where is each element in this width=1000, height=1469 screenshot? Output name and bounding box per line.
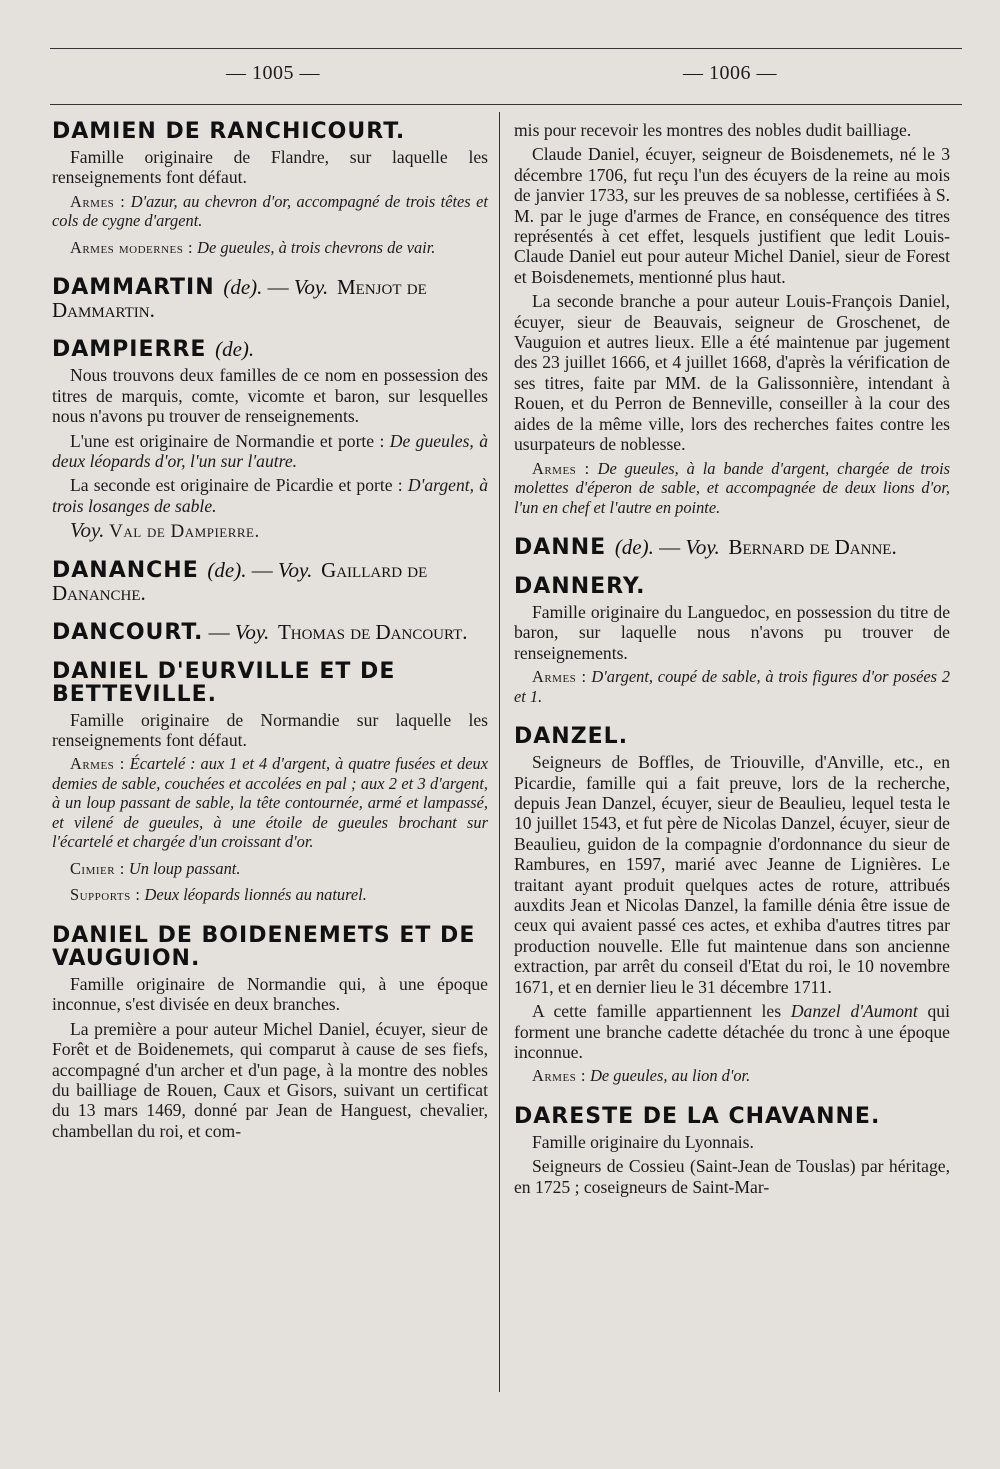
entry-dareste (514, 1105, 950, 1197)
entry-text (52, 475, 488, 516)
entry-title (52, 338, 488, 361)
entry-title (514, 536, 950, 559)
arms-text: D'argent, à trois losanges de sable. (52, 475, 489, 516)
particle: (de). (614, 535, 654, 559)
dash: — (653, 535, 686, 559)
text: L'une est originaire de Normandie et porte : (70, 430, 385, 451)
particle: (de). (207, 557, 247, 582)
arms-label: Armes : (70, 191, 126, 211)
entry-name: DAMMARTIN (52, 275, 215, 301)
entry-text: Famille originaire de Normandie qui, à une époque inconnue, s'est divisée en deux branches. (52, 973, 488, 1015)
arms (52, 192, 488, 231)
entry-boidenemets-continued (514, 120, 950, 517)
supports-text: Deux léopards lionnés au naturel. (144, 885, 367, 905)
supports-label: Supports : (70, 885, 141, 905)
dash: — (203, 619, 235, 644)
entry-title: DANIEL DE BOIDENEMETS ET DE VAUGUION. (52, 922, 476, 971)
entry-daniel-eurville (52, 660, 488, 905)
entry-title: DARESTE DE LA CHAVANNE. (514, 1103, 881, 1129)
entry-text: Famille originaire de Flandre, sur laquelle les renseignements font défaut. (52, 147, 488, 188)
entry-text: La première a pour auteur Michel Daniel, écuyer, sieur de Forêt et de Boidenemets, qui comparut à cause de ses fiefs, accompagné d'un archer et d'un page, à la montre des nobles du bailliage de Rouen, Caux et Gisors, suivant un certificat du 13 mars 1469, donné par Jean de Hanguest, chevalier, chambellan du roi, et com- (52, 1018, 488, 1141)
entry-danne (514, 536, 950, 559)
cross-reference: Menjot de Dammartin. (52, 275, 427, 323)
entry-title: DANNERY. (514, 574, 646, 599)
supports (52, 885, 488, 905)
entry-dannery (514, 575, 950, 706)
voy: Voy. (234, 619, 270, 644)
entry-name: DAMPIERRE (52, 337, 207, 363)
voy: Voy. (70, 518, 105, 543)
arms (514, 667, 950, 706)
entry-danzel (514, 725, 950, 1086)
entry-text: Seigneurs de Cossieu (Saint-Jean de Touslas) par héritage, en 1725 ; coseigneurs de Saint-Mar- (514, 1156, 950, 1197)
arms-text: D'azur, au chevron d'or, accompagné de trois têtes et cols de cygne d'argent. (52, 191, 488, 231)
arms-label: Armes : (532, 458, 590, 478)
voy: Voy. (685, 535, 720, 559)
entry-text: Famille originaire du Languedoc, en possession du titre de baron, sur laquelle nous n'avons pu trouver de renseignements. (514, 602, 950, 663)
entry-ranchicourt (52, 120, 488, 257)
voy: Voy. (293, 275, 329, 300)
entry-text: Claude Daniel, écuyer, seigneur de Boisdenemets, né le 3 décembre 1706, fut reçu l'un des écuyers de la reine au mois de janvier 1733, sur les preuves de sa noblesse, certifiées à S. M. par le juge d'armes de France, en conséquence des titres représentés à cet effet, lesquels justifient que ledit Louis-Claude Daniel eut pour auteur Michel Daniel, sieur de Forest et Boisdenemets, mentionné plus haut. (514, 144, 950, 287)
cimier (52, 859, 488, 879)
entry-title: DAMIEN DE RANCHICOURT. (52, 119, 406, 144)
text: La seconde est originaire de Picardie et porte : (70, 475, 403, 496)
entry-text: La seconde branche a pour auteur Louis-François Daniel, écuyer, sieur de Beauvais, seigneur de Groschenet, de Vauguion et autres lieux. Elle a été maintenue par jugement des 23 juillet 1666, et 4 juillet 1668, d'après la vérification de ses titres, faite par MM. de la Galissonnière, intendant à Rouen, et du Perron de Benneville, conseiller à la cour des aides de la même ville, lors des recherches faites contre les usurpateurs de noblesse. (514, 291, 950, 455)
arms-text: Écartelé : aux 1 et 4 d'argent, à quatre fusées et deux demies de sable, couchées et accolées en pal ; aux 2 et 3 d'argent, à un loup passant de sable, la tête contournée, armé et lampassé, et vilené de gueules, à une étoile de gueules brochant sur l'écartelé et chargée d'un croissant d'or. (52, 754, 488, 852)
family-branch: Danzel d'Aumont (790, 1001, 918, 1022)
cimier-text: Un loup passant. (128, 858, 241, 878)
column-divider (499, 112, 500, 1392)
arms (514, 1066, 950, 1086)
entry-title: DANIEL D'EURVILLE ET DE BETTEVILLE. (52, 658, 396, 707)
entry-text: mis pour recevoir les montres des nobles dudit bailliage. (514, 120, 912, 140)
dash: — (262, 275, 294, 300)
text: A cette famille appartiennent les (532, 1001, 782, 1022)
page-number-right: — 1006 — (683, 62, 777, 84)
arms-label: Armes : (532, 667, 587, 687)
entry-text (52, 431, 488, 472)
entry-dananche (52, 559, 488, 605)
cross-reference: Val de Dampierre. (109, 521, 260, 543)
arms-modern-label: Armes modernes : (70, 237, 194, 257)
entry-name: DANCOURT. (52, 619, 204, 645)
arms-modern-text: De gueules, à trois chevrons de vair. (197, 237, 436, 257)
page-number-left: — 1005 — (226, 62, 320, 84)
entry-text (514, 1001, 950, 1062)
entry-name: DANNE (514, 535, 607, 560)
cimier-label: Cimier : (70, 858, 125, 878)
entry-title (52, 621, 488, 644)
arms-label: Armes : (532, 1066, 586, 1086)
arms (52, 754, 488, 852)
dash: — (246, 557, 278, 582)
entry-name: DANANCHE (52, 557, 199, 583)
arms (514, 459, 950, 518)
arms-text: De gueules, à la bande d'argent, chargée de trois molettes d'éperon de sable, et accompagnée de deux lions d'or, l'un en chef et l'autre en pointe. (514, 458, 950, 517)
voy: Voy. (277, 557, 313, 582)
arms-modern (52, 238, 488, 258)
entry-text: Nous trouvons deux familles de ce nom en possession des titres de marquis, comte, vicomte et baron, sur lesquelles nous n'avons pu trouver de renseignements. (52, 365, 488, 427)
entry-title: DANZEL. (514, 724, 629, 750)
see-also (52, 520, 488, 542)
header-rule (50, 104, 962, 105)
entry-title (52, 276, 488, 322)
entry-title (52, 559, 488, 605)
top-rule (50, 48, 962, 49)
cross-reference: Bernard de Danne. (728, 535, 897, 559)
cross-reference: Thomas de Dancourt. (277, 619, 468, 644)
entry-dampierre (52, 338, 488, 542)
text: qui forment une branche cadette détachée du tronc à une époque inconnue. (514, 1001, 950, 1062)
arms-text: De gueules, au lion d'or. (590, 1066, 751, 1086)
entry-dancourt (52, 621, 488, 644)
entry-text: Seigneurs de Boffles, de Triouville, d'Anville, etc., en Picardie, famille qui a fait preuve, lors de la recherche, depuis Jean Danzel, écuyer, sieur de Beaulieu, lequel testa le 10 juillet 1543, et fut père de Nicolas Danzel, écuyer, sieur de Beaulieu, guidon de la compagnie d'ordonnance du sieur de Rambures, en 1597, marié avec Jeanne de Lignières. Le traitant ayant produit quelques actes de roture, attribués auxdits Jean et Nicolas Danzel, la famille dénia être issue de ceux qui avaient passé ces actes, et exhiba d'autres titres par production nouvelle. Elle fut maintenue dans son ancienne extraction, par arrêt du conseil d'Etat du roi, le 10 novembre 1671, et en dernier lieu le 31 décembre 1711. (514, 752, 950, 997)
entry-text: Famille originaire du Lyonnais. (532, 1131, 754, 1152)
left-column (52, 120, 488, 1145)
cross-reference: Gaillard de Dananche. (52, 557, 428, 605)
entry-daniel-boidenemets (52, 924, 488, 1141)
entry-text: Famille originaire de Normandie sur laquelle les renseignements font défaut. (52, 709, 488, 750)
particle: (de). (223, 275, 263, 300)
right-column (514, 120, 950, 1201)
arms-label: Armes : (70, 754, 125, 774)
arms-text: De gueules, à deux léopards d'or, l'un sur l'autre. (52, 430, 488, 471)
particle: (de). (215, 337, 255, 362)
arms-text: D'argent, coupé de sable, à trois figures d'or posées 2 et 1. (514, 667, 950, 706)
entry-dammartin (52, 276, 488, 322)
